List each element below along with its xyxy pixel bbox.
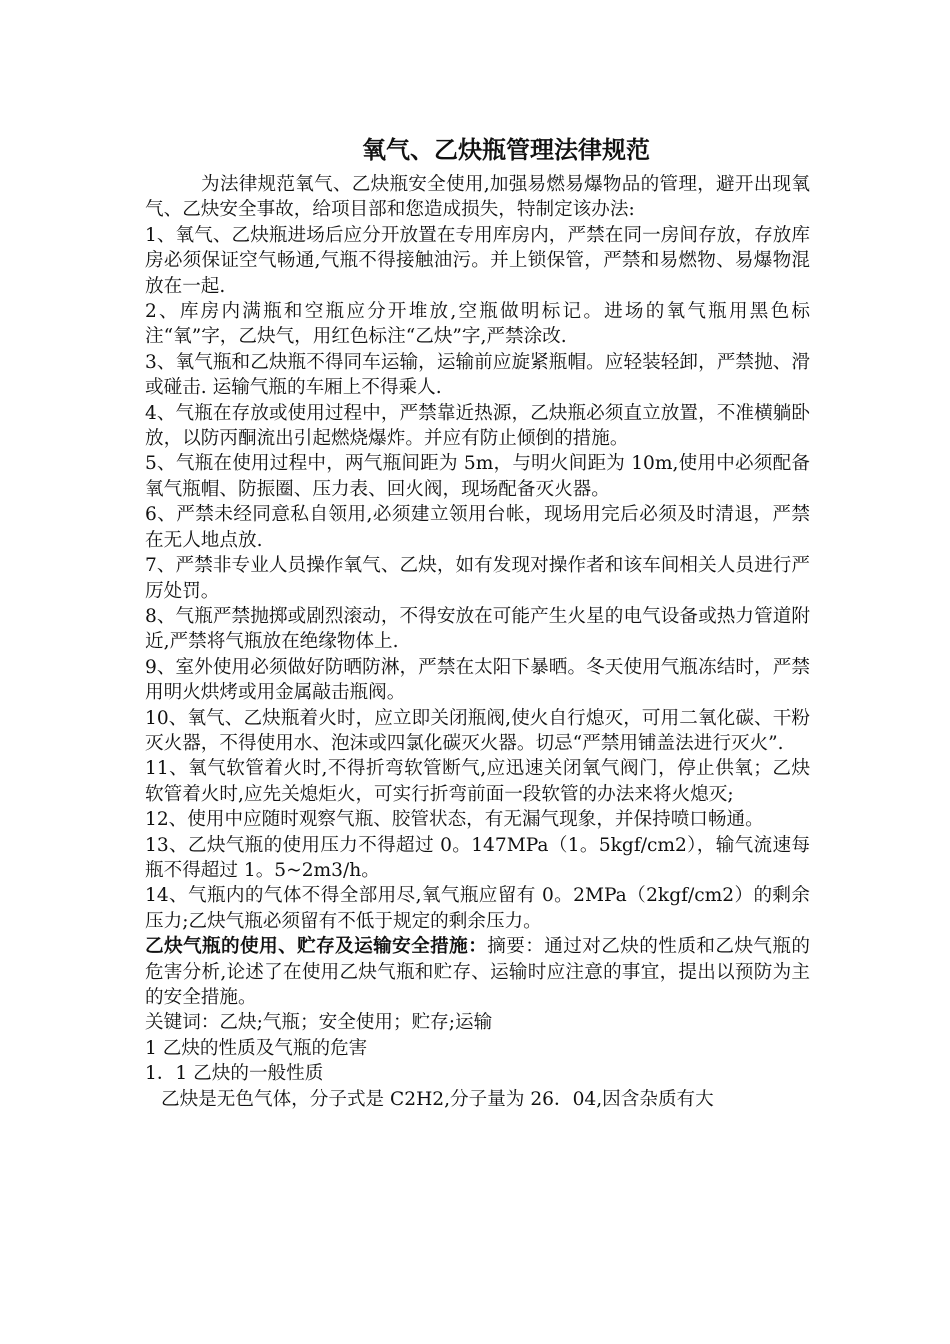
intro-paragraph: 为法律规范氧气、乙炔瓶安全使用,加强易燃易爆物品的管理，避开出现氧气、乙炔安全事故，给项目部和您造成损失，特制定该办法: — [145, 174, 810, 221]
abstract-paragraph — [145, 934, 810, 1010]
rule-item: 2、库房内满瓶和空瓶应分开堆放,空瓶做明标记。进场的氧气瓶用黑色标注“氧”字，乙炔气，用红色标注“乙炔”字,严禁涂改. — [145, 301, 810, 348]
rule-item: 10、氧气、乙炔瓶着火时，应立即关闭瓶阀,使火自行熄灭，可用二氧化碳、干粉灭火器，不得使用水、泡沫或四氯化碳灭火器。切忌“严禁用铺盖法进行灭火”. — [145, 707, 810, 754]
rule-item: 9、室外使用必须做好防晒防淋，严禁在太阳下暴晒。冬天使用气瓶冻结时，严禁用明火烘烤或用金属敲击瓶阀。 — [145, 656, 810, 704]
rule-item: 5、气瓶在使用过程中，两气瓶间距为 5m，与明火间距为 10m,使用中必须配备氧气瓶帽、防振圈、压力表、回火阀，现场配备灭火器。 — [145, 453, 810, 500]
rule-item: 13、乙炔气瓶的使用压力不得超过 0。147MPa（1。5kgf/cm2），输气流速每瓶不得超过 1。5~2m3/h。 — [145, 834, 810, 881]
rule-item: 3、氧气瓶和乙炔瓶不得同车运输，运输前应旋紧瓶帽。应轻装轻卸，严禁抛、滑或碰击. 运输气瓶的车厢上不得乘人. — [145, 351, 810, 399]
rule-item: 1、氧气、乙炔瓶进场后应分开放置在专用库房内，严禁在同一房间存放，存放库房必须保证空气畅通,气瓶不得接触油污。并上锁保管，严禁和易燃物、易爆物混放在一起. — [145, 224, 810, 297]
document-body — [145, 172, 810, 1112]
abstract-text: 摘要：通过对乙炔的性质和乙炔气瓶的危害分析,论述了在使用乙炔气瓶和贮存、运输时应注意的事宜，提出以预防为主的安全措施。 — [145, 936, 810, 1008]
rule-item: 8、气瓶严禁抛掷或剧烈滚动，不得安放在可能产生火星的电气设备或热力管道附近,严禁将气瓶放在绝缘物体上. — [145, 605, 810, 653]
rule-item: 11、氧气软管着火时,不得折弯软管断气,应迅速关闭氧气阀门，停止供氧；乙炔软管着火时,应先关熄炬火，可实行折弯前面一段软管的办法来将火熄灭; — [145, 758, 810, 805]
rule-item: 14、气瓶内的气体不得全部用尽,氧气瓶应留有 0。2MPa（2kgf/cm2）的剩余压力;乙炔气瓶必须留有不低于规定的剩余压力。 — [145, 885, 810, 932]
heading-1-1: 1．1 乙炔的一般性质 — [145, 1063, 324, 1085]
document-title: 氧气、乙炔瓶管理法律规范 — [362, 135, 650, 164]
paragraph-1-1: 乙炔是无色气体，分子式是 C2H2,分子量为 26．04,因含杂质有大 — [161, 1088, 714, 1110]
rule-item: 4、气瓶在存放或使用过程中，严禁靠近热源，乙炔瓶必须直立放置，不准横躺卧放，以防丙酮流出引起燃烧爆炸。并应有防止倾倒的措施。 — [145, 402, 810, 450]
rule-item: 7、严禁非专业人员操作氧气、乙炔，如有发现对操作者和该车间相关人员进行严厉处罚。 — [145, 555, 810, 602]
heading-1: 1 乙炔的性质及气瓶的危害 — [145, 1037, 368, 1059]
rule-item: 12、使用中应随时观察气瓶、胶管状态，有无漏气现象，并保持喷口畅通。 — [145, 809, 764, 831]
rule-item: 6、严禁未经同意私自领用,必须建立领用台帐，现场用完后必须及时清退，严禁在无人地点放. — [145, 504, 810, 551]
keywords-line: 关键词：乙炔;气瓶；安全使用；贮存;运输 — [145, 1012, 493, 1034]
section-heading: 乙炔气瓶的使用、贮存及运输安全措施： — [145, 936, 488, 958]
